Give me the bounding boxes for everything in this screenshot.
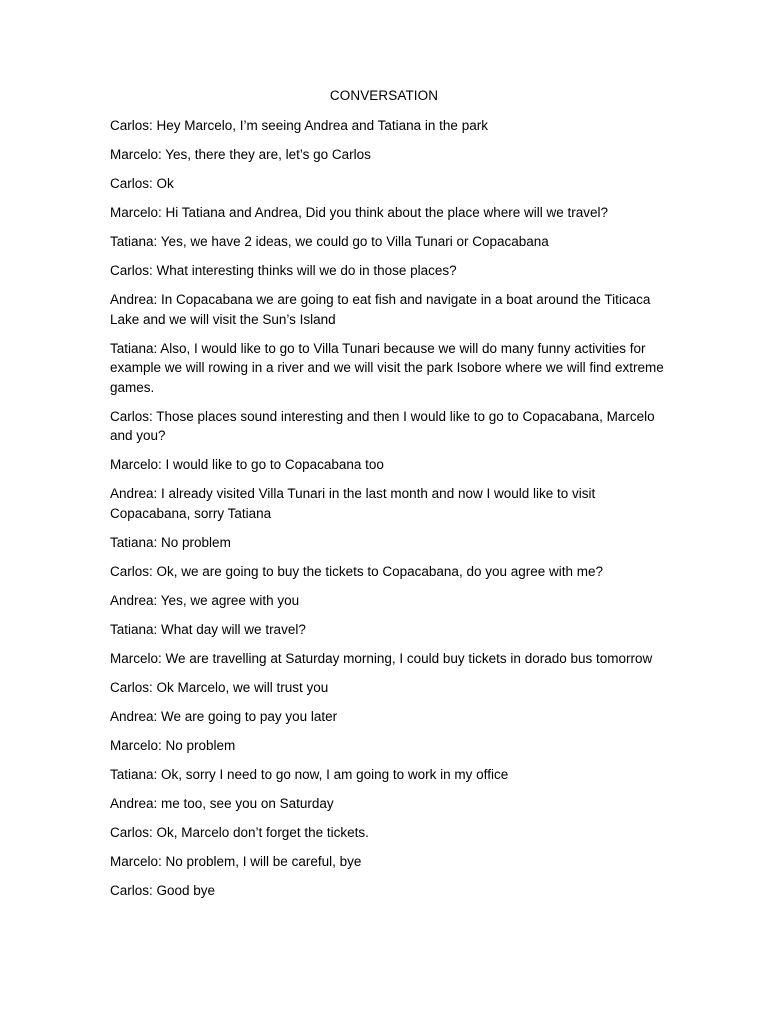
- dialogue-line: Tatiana: Ok, sorry I need to go now, I am going to work in my office: [110, 766, 509, 782]
- dialogue-line: Carlos: Hey Marcelo, I’m seeing Andrea and Tatiana in the park: [110, 118, 488, 133]
- dialogue-line: Carlos: Ok, Marcelo don’t forget the tickets.: [110, 824, 369, 840]
- dialogue-line: Marcelo: Hi Tatiana and Andrea, Did you think about the place where will we travel?: [110, 205, 609, 220]
- dialogue-line: Tatiana: No problem: [110, 534, 231, 550]
- dialogue-line: Tatiana: Also, I would like to go to Villa Tunari because we will do many funny activities for example we will rowing in a river and we will visit the park Isobore where we will find extreme games.: [110, 340, 664, 395]
- dialogue-line: Marcelo: No problem, I will be careful, bye: [110, 853, 362, 869]
- dialogue-line: Carlos: Ok: [110, 176, 174, 191]
- dialogue-line: Marcelo: We are travelling at Saturday morning, I could buy tickets in dorado bus tomorrow: [110, 650, 653, 666]
- dialogue-line: Andrea: In Copacabana we are going to eat fish and navigate in a boat around the Titicaca Lake and we will visit the Sun’s Island: [110, 292, 651, 327]
- dialogue-line: Andrea: We are going to pay you later: [110, 708, 338, 724]
- dialogue-line: Carlos: Ok Marcelo, we will trust you: [110, 679, 329, 695]
- dialogue-line: Marcelo: No problem: [110, 737, 236, 753]
- document-title: CONVERSATION: [329, 88, 439, 103]
- dialogue-line: Marcelo: Yes, there they are, let’s go Carlos: [110, 147, 371, 162]
- dialogue-line: Carlos: What interesting thinks will we do in those places?: [110, 263, 457, 278]
- dialogue-line: Carlos: Good bye: [110, 882, 216, 898]
- dialogue-line: Andrea: I already visited Villa Tunari in the last month and now I would like to visit Copacabana, sorry Tatiana: [110, 486, 596, 521]
- dialogue-line: Carlos: Ok, we are going to buy the tickets to Copacabana, do you agree with me?: [110, 563, 604, 579]
- dialogue-line: Tatiana: Yes, we have 2 ideas, we could go to Villa Tunari or Copacabana: [110, 234, 549, 249]
- dialogue-line: Tatiana: What day will we travel?: [110, 621, 306, 637]
- dialogue-line: Andrea: me too, see you on Saturday: [110, 795, 334, 811]
- dialogue-line: Carlos: Those places sound interesting and then I would like to go to Copacabana, Marcelo and you?: [110, 408, 655, 443]
- dialogue-line: Marcelo: I would like to go to Copacabana too: [110, 457, 384, 472]
- conversation-body: [110, 116, 670, 910]
- dialogue-line: Andrea: Yes, we agree with you: [110, 592, 300, 608]
